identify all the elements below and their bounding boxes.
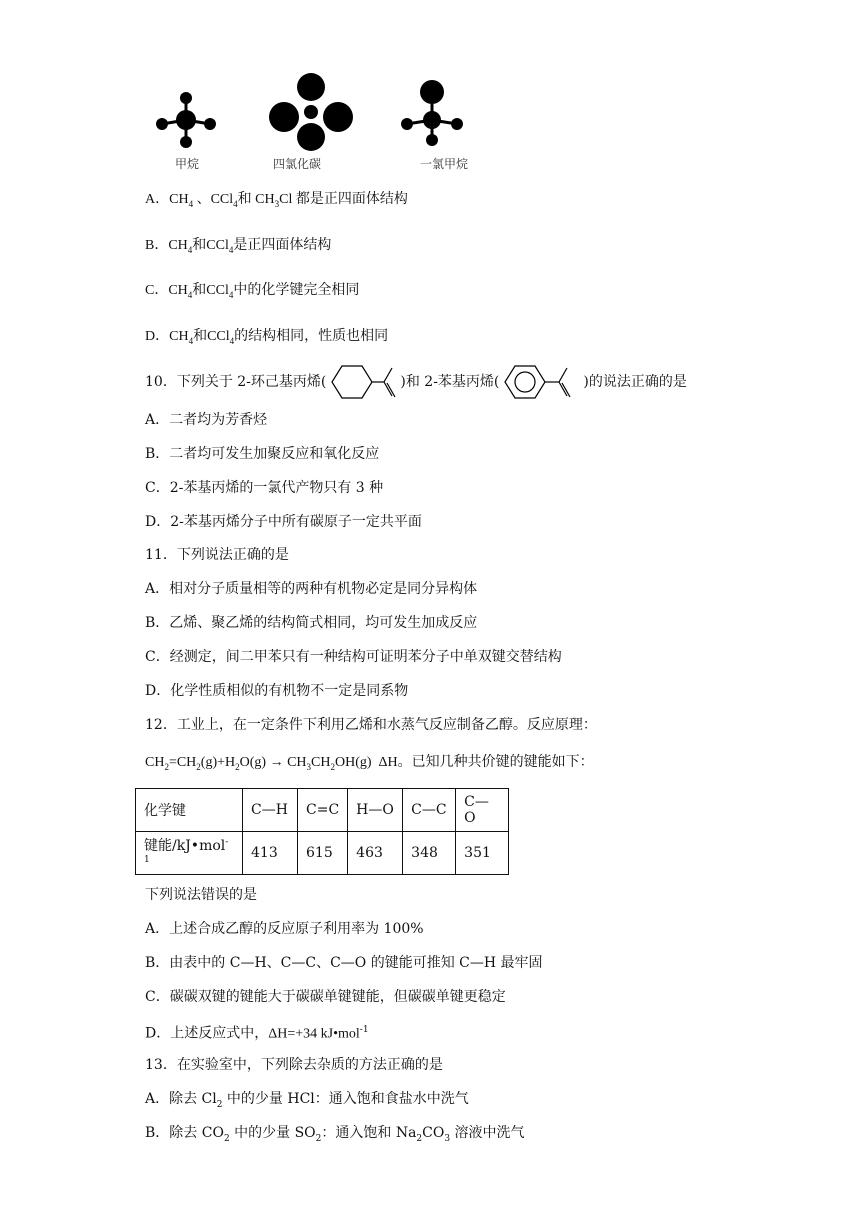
q12-option-d: D．上述反应式中，ΔH=+34 kJ•mol$^{-1}$ — [145, 1025, 369, 1042]
table-row — [136, 789, 509, 832]
q10-option-d: D．2-苯基丙烯分子中所有碳原子一定共平面 — [145, 514, 422, 530]
q11-option-c: C．经测定，间二甲苯只有一种结构可证明苯分子中单双键交替结构 — [145, 649, 562, 665]
q11-option-a: A．相对分子质量相等的两种有机物必定是同分异构体 — [145, 581, 478, 597]
q12-option-c: C．碳碳双键的键能大于碳碳单键键能，但碳碳单键更稳定 — [145, 989, 506, 1005]
bond-energy-table — [135, 788, 509, 875]
q11-stem: 11．下列说法正确的是 — [145, 547, 289, 563]
q9-option-d: D．$CH_4$和CCl$_4$的结构相同，性质也相同 — [145, 329, 389, 346]
q12-stem: 12．工业上，在一定条件下利用乙烯和水蒸气反应制备乙醇。反应原理： — [145, 717, 597, 733]
q11-option-d: D．化学性质相似的有机物不一定是同系物 — [145, 683, 409, 699]
table-cell: 351 — [456, 832, 509, 875]
table-cell: 413 — [243, 832, 298, 875]
table-cell: H—O — [348, 789, 403, 832]
phenylpropene-structure — [499, 362, 583, 402]
methane-label: 甲烷 — [175, 157, 200, 171]
q12-option-b: B．由表中的 C—H、C—C、C—O 的键能可推知 C—H 最牢固 — [145, 955, 543, 971]
table-cell: 348 — [403, 832, 456, 875]
table-cell: 化学键 — [136, 789, 243, 832]
table-cell: 463 — [348, 832, 403, 875]
table-cell: 615 — [298, 832, 348, 875]
methane-model — [150, 88, 222, 148]
q11-option-b: B．乙烯、聚乙烯的结构简式相同，均可发生加成反应 — [145, 615, 478, 631]
carbon-tetrachloride-model — [266, 72, 356, 152]
cyclohexylpropene-structure — [326, 362, 400, 402]
table-cell: C—H — [243, 789, 298, 832]
table-cell: C—C — [403, 789, 456, 832]
q13-option-a: A．除去 $Cl_2$ 中的少量 HCl：通入饱和食盐水中洗气 — [145, 1091, 469, 1110]
q12-option-a: A．上述合成乙醇的反应原子利用率为 100% — [145, 921, 424, 937]
q12-equation: $CH_2=CH_2(g)+H_2O(g) \to CH_3CH_2OH(g)$ ΔH。已知几种共价键的键能如下： — [145, 755, 594, 772]
q13-option-b: B．除去 $CO_2$ 中的少量 $SO_2$：通入饱和 $Na_2CO_3$ 溶液中洗气 — [145, 1125, 525, 1144]
table-cell: 键能/kJ•mol$^{-1}$ — [136, 832, 243, 875]
q12-after-table: 下列说法错误的是 — [145, 887, 257, 903]
q10-option-b: B．二者均可发生加聚反应和氧化反应 — [145, 446, 380, 462]
carbon-tetrachloride-label: 四氯化碳 — [273, 157, 322, 171]
q9-option-b: B．$CH_4$和CCl$_4$是正四面体结构 — [145, 238, 332, 255]
q10-stem: 10．下列关于 2-环己基丙烯( )和 2-苯基丙烯( )的说法正确的是 — [145, 362, 687, 402]
q10-option-c: C．2-苯基丙烯的一氯代产物只有 3 种 — [145, 480, 384, 496]
q9-option-c: C．$CH_4$和CCl$_4$中的化学键完全相同 — [145, 283, 360, 300]
table-cell: C=C — [298, 789, 348, 832]
q9-option-a: A．$CH_4$ 、CCl$_4$和 $CH_3Cl$ 都是正四面体结构 — [145, 192, 408, 209]
table-cell: C—O — [456, 789, 509, 832]
q13-stem: 13．在实验室中，下列除去杂质的方法正确的是 — [145, 1057, 443, 1073]
chloromethane-model — [395, 78, 470, 148]
table-row — [136, 832, 509, 875]
q10-option-a: A．二者均为芳香烃 — [145, 412, 268, 428]
chloromethane-label: 一氯甲烷 — [420, 157, 469, 171]
